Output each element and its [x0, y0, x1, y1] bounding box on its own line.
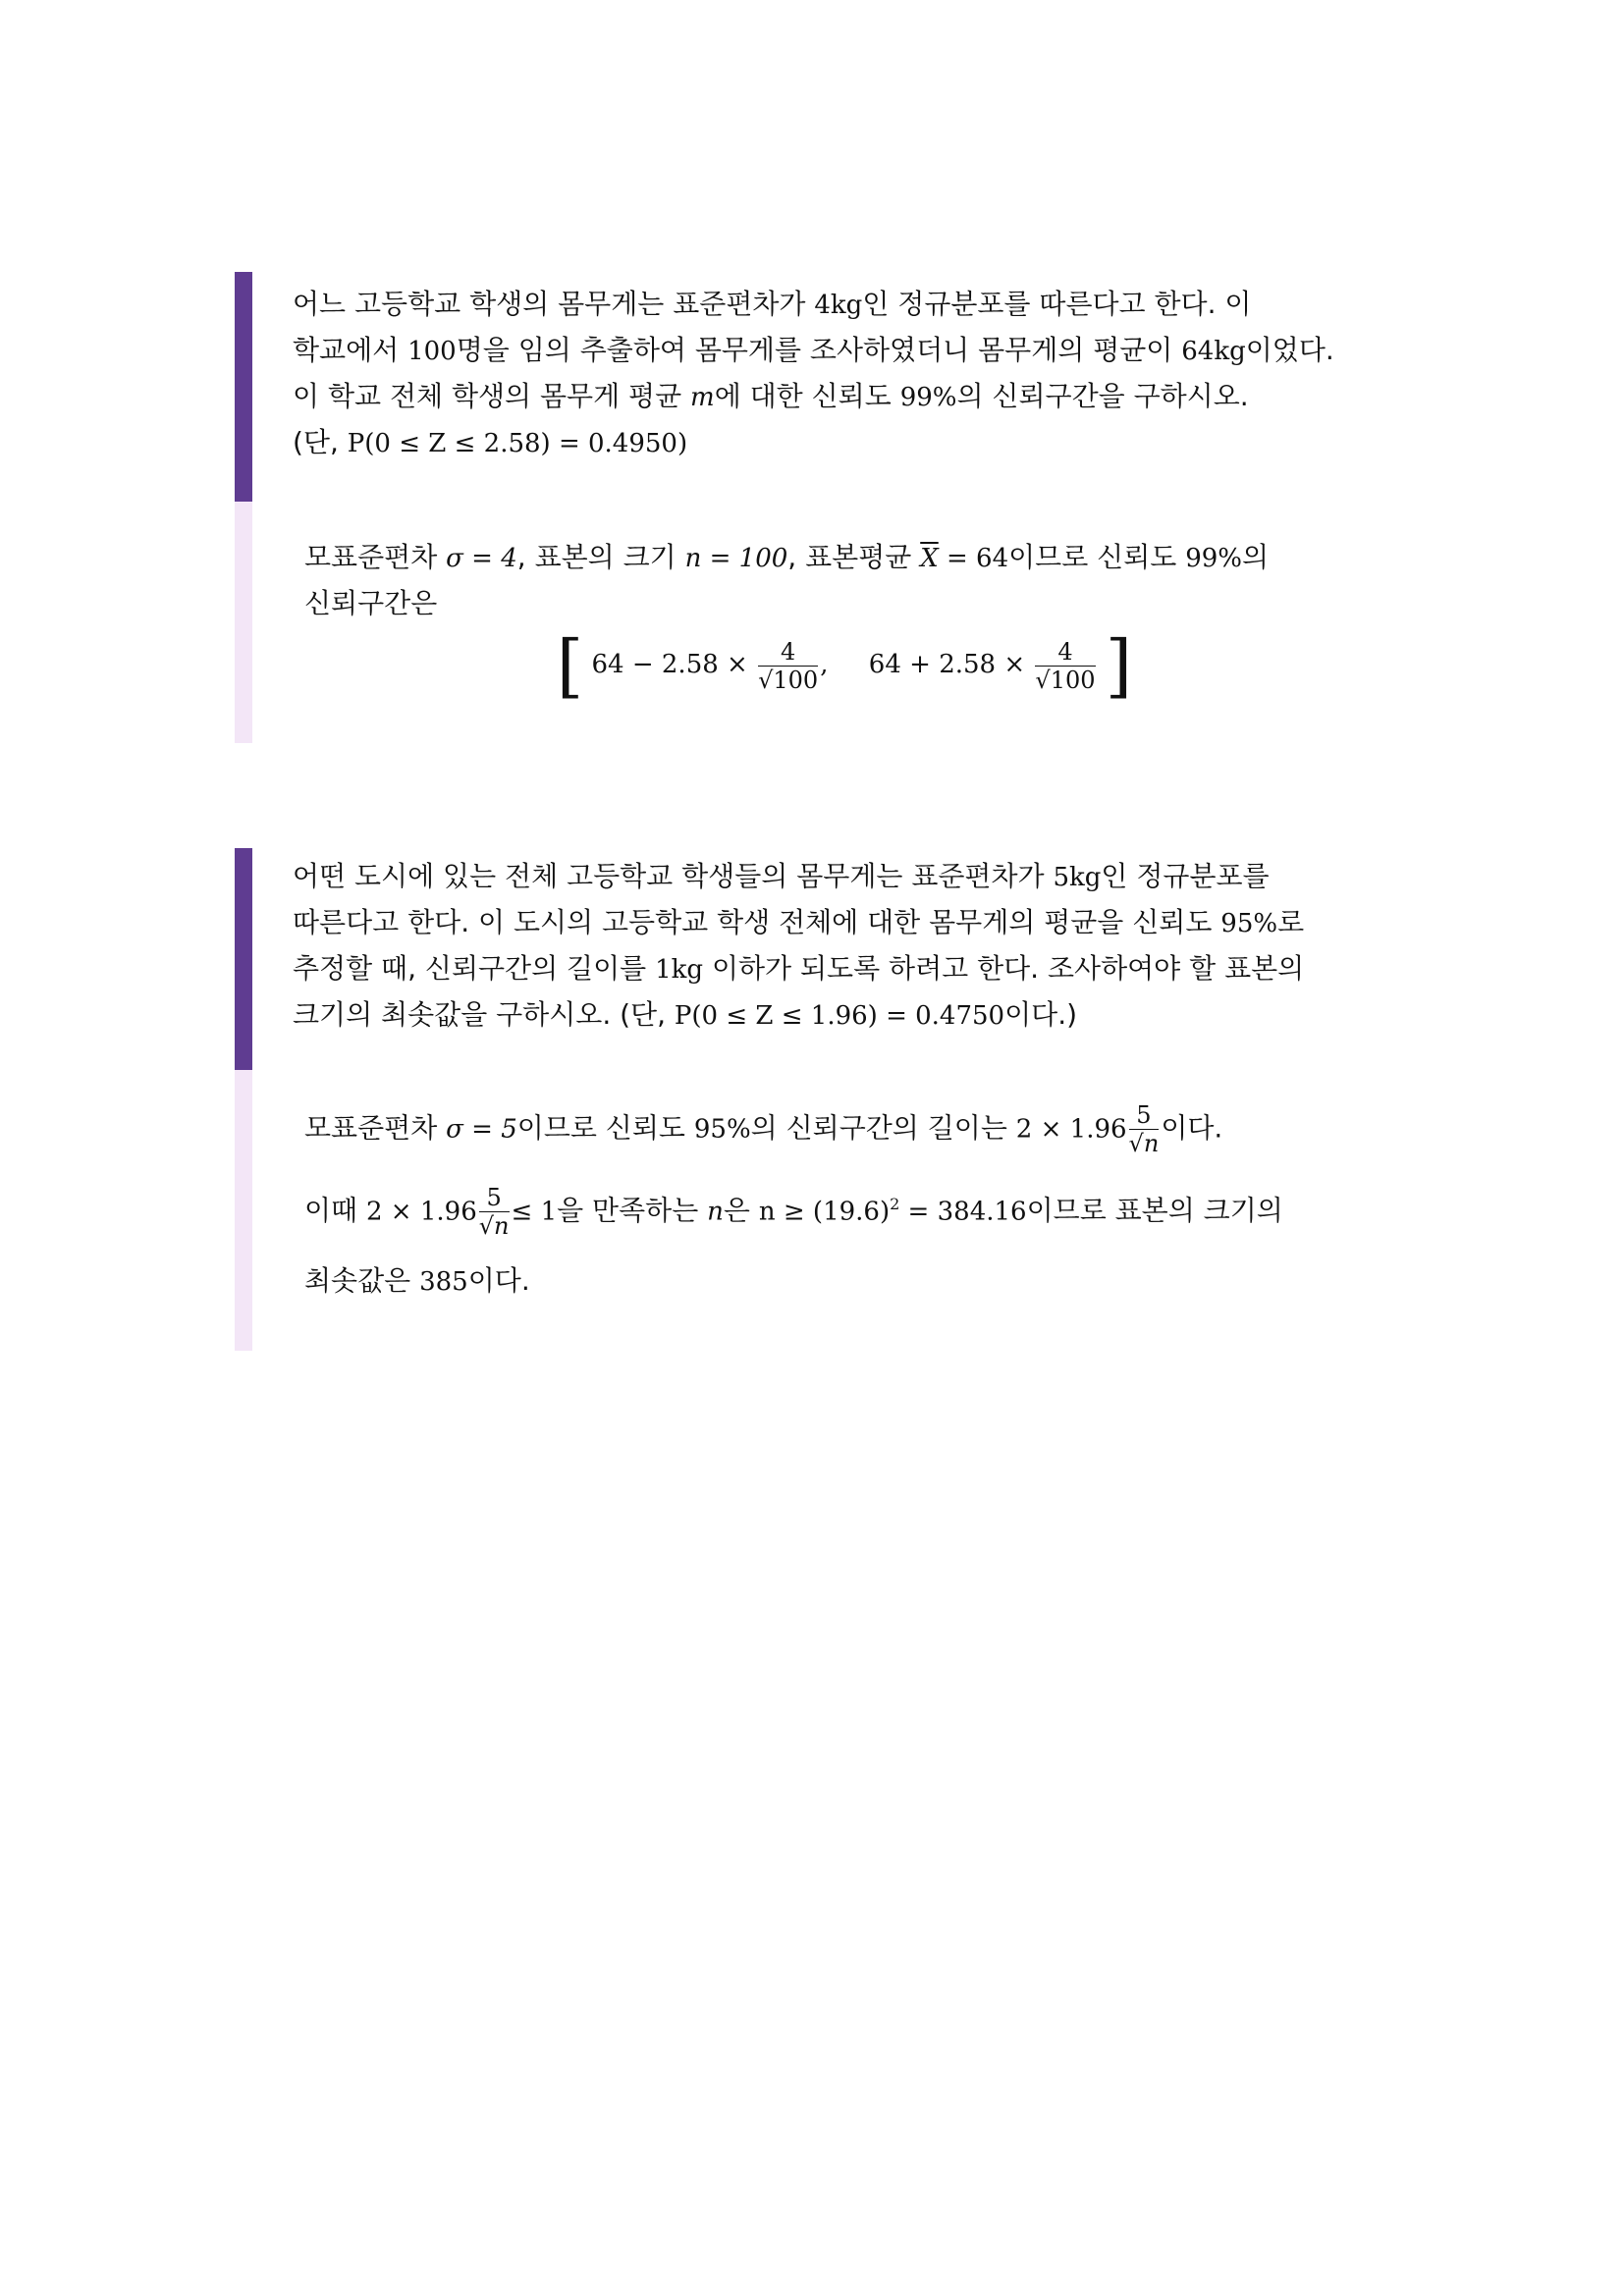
- answer-2-bar: [235, 1070, 252, 1351]
- math: 100: [407, 337, 457, 366]
- math: 1kg: [655, 955, 704, 985]
- math: = 64: [938, 544, 1009, 573]
- radicand: 100: [773, 666, 819, 694]
- fraction: [1035, 638, 1095, 694]
- question-1-line-1: [293, 282, 1392, 328]
- math: 64 − 2.58 ×: [591, 650, 748, 679]
- text: 이다.: [1161, 1111, 1223, 1145]
- question-1-line-3: [293, 374, 1392, 420]
- confidence-interval: [304, 625, 1384, 706]
- text: 의 신뢰구간을 구하시오.: [956, 380, 1249, 412]
- denominator: √n: [1128, 1130, 1160, 1157]
- math: n = 100: [684, 544, 788, 573]
- numerator: 4: [1035, 638, 1095, 667]
- text: 이므로 표본의 크기의: [1026, 1194, 1283, 1227]
- denominator: √n: [478, 1211, 510, 1240]
- answer-1-bar: [235, 502, 252, 743]
- text: 이다.): [1004, 998, 1078, 1031]
- radicand: n: [494, 1211, 510, 1240]
- numerator: 5: [479, 1184, 510, 1212]
- math: = 384.16: [899, 1197, 1027, 1227]
- answer-1-line-2: 신뢰구간은: [304, 587, 438, 619]
- text: 모표준편차: [304, 541, 447, 573]
- text: 이다.: [467, 1264, 530, 1297]
- exponent: 2: [890, 1195, 900, 1213]
- answer-2-line-1: [304, 1101, 1384, 1172]
- text: 학교에서: [293, 334, 408, 366]
- fraction: [479, 1184, 510, 1240]
- math: 2 × 1.96: [1015, 1114, 1127, 1145]
- separator: ,: [820, 650, 829, 679]
- text: 명을 임의 추출하여 몸무게를 조사하였더니 몸무게의 평균이: [456, 334, 1182, 366]
- math: 64 + 2.58 ×: [868, 650, 1026, 679]
- problem-1: [235, 272, 1393, 743]
- question-1-bar: [235, 272, 252, 502]
- problem-2: [235, 848, 1393, 1351]
- radicand: 100: [1050, 666, 1096, 694]
- math: 95%: [1220, 909, 1278, 938]
- math: 95%: [693, 1114, 751, 1145]
- question-2: [293, 854, 1392, 1039]
- radicand: n: [1143, 1130, 1160, 1157]
- math: n: [707, 1197, 724, 1227]
- math: 5kg: [1053, 863, 1102, 892]
- text: 이므로 신뢰도: [516, 1111, 694, 1145]
- text: 인 정규분포를: [1101, 860, 1270, 892]
- math: 99%: [1185, 544, 1243, 573]
- question-1-line-4: [293, 420, 1392, 466]
- text: 어느 고등학교 학생의 몸무게는 표준편차가: [293, 288, 815, 320]
- math: n ≥ (19.6): [758, 1197, 891, 1227]
- text: (단,: [293, 426, 348, 458]
- math: σ = 5: [446, 1114, 517, 1145]
- text: 이때: [304, 1194, 366, 1227]
- math: $\overline{X}$: [920, 544, 939, 573]
- text: , 표본평균: [787, 541, 921, 573]
- question-2-line-1: [293, 854, 1392, 900]
- text: 의: [1242, 541, 1270, 573]
- math: 99%: [899, 383, 957, 412]
- math: P(0 ≤ Z ≤ 2.58) = 0.4950: [347, 429, 677, 458]
- text: 인 정규분포를 따른다고 한다. 이: [862, 288, 1252, 320]
- text: 어떤 도시에 있는 전체 고등학교 학생들의 몸무게는 표준편차가: [293, 860, 1054, 892]
- text: 이었다.: [1245, 334, 1334, 366]
- text: 추정할 때, 신뢰구간의 길이를: [293, 952, 656, 985]
- math: σ = 4: [446, 544, 517, 573]
- math: 4kg: [814, 291, 863, 320]
- question-1-line-2: [293, 328, 1392, 374]
- text: 은: [723, 1194, 759, 1227]
- denominator: √100: [1035, 666, 1096, 694]
- answer-1-line-1: [304, 535, 1384, 581]
- text: 따른다고 한다. 이 도시의 고등학교 학생 전체에 대한 몸무게의 평균을 신뢰도: [293, 906, 1221, 938]
- fraction: [758, 638, 818, 694]
- denominator: √100: [758, 666, 819, 694]
- question-1: [293, 282, 1392, 466]
- answer-1: [304, 535, 1384, 706]
- left-bracket: [: [556, 625, 584, 706]
- text: 이므로 신뢰도: [1008, 541, 1186, 573]
- text: 이하가 되도록 하려고 한다. 조사하여야 할 표본의: [703, 952, 1305, 985]
- text: 모표준편차: [304, 1111, 447, 1145]
- question-2-line-4: [293, 992, 1392, 1039]
- text: 을 만족하는: [557, 1194, 708, 1227]
- text: 최솟값은: [304, 1264, 420, 1297]
- math: 385: [419, 1267, 468, 1297]
- math: 2 × 1.96: [366, 1197, 477, 1227]
- text: 로: [1277, 906, 1305, 938]
- text: 의 신뢰구간의 길이는: [750, 1111, 1016, 1145]
- math: 64kg: [1181, 337, 1246, 366]
- answer-2-line-2: [304, 1182, 1384, 1253]
- answer-2: [304, 1101, 1384, 1305]
- math: m: [690, 383, 715, 412]
- fraction: [1129, 1101, 1160, 1157]
- text: 에 대한 신뢰도: [714, 380, 900, 412]
- question-2-line-3: [293, 946, 1392, 992]
- question-2-bar: [235, 848, 252, 1070]
- question-2-line-2: [293, 900, 1392, 946]
- text: , 표본의 크기: [516, 541, 685, 573]
- numerator: 4: [758, 638, 818, 667]
- answer-2-line-3: [304, 1258, 1384, 1305]
- numerator: 5: [1129, 1101, 1160, 1130]
- right-bracket: ]: [1105, 625, 1133, 706]
- math: ≤ 1: [511, 1197, 558, 1227]
- text: 이 학교 전체 학생의 몸무게 평균: [293, 380, 691, 412]
- text: ): [677, 429, 688, 458]
- math: P(0 ≤ Z ≤ 1.96) = 0.4750: [674, 1001, 1005, 1031]
- text: 크기의 최솟값을 구하시오. (단,: [293, 998, 675, 1031]
